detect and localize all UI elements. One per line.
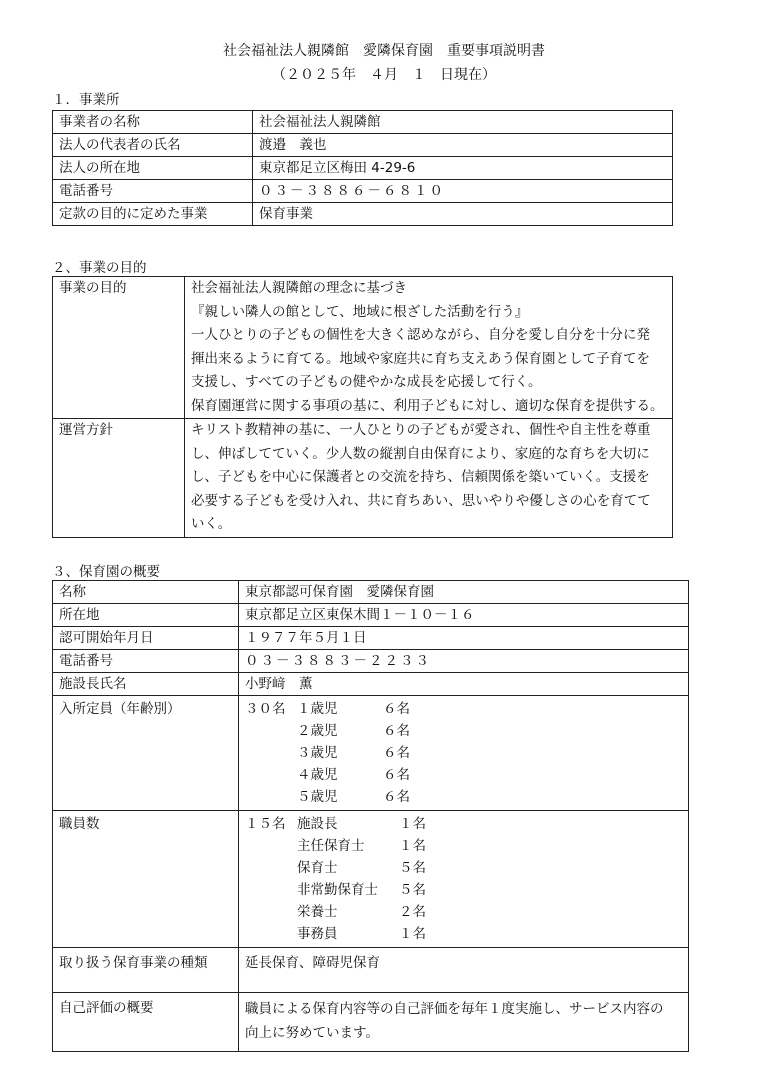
purpose-label: 事業の目的 xyxy=(53,277,185,419)
table-row xyxy=(53,581,689,604)
row-value: 小野﨑 薫 xyxy=(239,673,689,696)
capacity-count: ６名 xyxy=(383,723,410,739)
capacity-total: ３０名 xyxy=(245,701,286,717)
capacity-age: ５歳児 xyxy=(297,789,338,805)
text-line: し、子どもを中心に保護者との交流を持ち、信頼関係を築いていく。支援を xyxy=(191,469,650,485)
capacity-row xyxy=(245,764,682,786)
document-title: 社会福祉法人親隣館 愛隣保育園 重要事項説明書 xyxy=(223,43,545,59)
staff-role: 栄養士 xyxy=(297,904,338,920)
table-row xyxy=(53,604,689,627)
table-row xyxy=(53,811,689,948)
services-value: 延長保育、障碍児保育 xyxy=(239,948,689,993)
row-value: ０３－３８８６－６８１０ xyxy=(253,180,673,203)
text-line: 社会福祉法人親隣館の理念に基づき xyxy=(191,280,407,296)
staff-count: ２名 xyxy=(399,904,426,920)
row-value: 東京都認可保育園 愛隣保育園 xyxy=(239,581,689,604)
row-value: 渡邉 義也 xyxy=(253,134,673,157)
staff-role: 主任保育士 xyxy=(297,838,365,854)
capacity-age: ３歳児 xyxy=(297,745,338,761)
row-value: １９７７年５月１日 xyxy=(239,627,689,650)
document-title-block xyxy=(0,40,768,84)
text-line: キリスト教精神の基に、一人ひとりの子どもが愛され、個性や自主性を尊重 xyxy=(191,422,651,438)
text-line: 揮出来るように育てる。地域や家庭共に育ち支えあう保育園として子育てを xyxy=(191,350,650,367)
table-row xyxy=(53,627,689,650)
capacity-row xyxy=(245,698,682,720)
staff-row xyxy=(245,923,682,945)
section1-table xyxy=(52,110,673,226)
staff-row xyxy=(245,857,682,879)
staff-row xyxy=(245,835,682,857)
table-row xyxy=(53,111,673,134)
table-row xyxy=(53,277,673,419)
policy-text xyxy=(185,419,673,538)
row-value: ０３－３８８３－２２３３ xyxy=(239,650,689,673)
document-date: （２０２５年 ４月 １ 日現在） xyxy=(272,67,496,83)
capacity-age: １歳児 xyxy=(297,701,338,717)
capacity-row xyxy=(245,720,682,742)
table-row xyxy=(53,696,689,811)
row-label: 施設長氏名 xyxy=(53,673,239,696)
capacity-age: ２歳児 xyxy=(297,723,338,739)
staff-role: 施設長 xyxy=(297,816,338,832)
row-label: 事業者の名称 xyxy=(53,111,253,134)
row-label: 名称 xyxy=(53,581,239,604)
capacity-row xyxy=(245,742,682,764)
capacity-label: 入所定員（年齢別） xyxy=(53,696,239,811)
text-line: 『親しい隣人の館として、地域に根ざした活動を行う』 xyxy=(191,303,529,320)
table-row xyxy=(53,134,673,157)
staff-count: ５名 xyxy=(399,882,426,898)
table-row xyxy=(53,419,673,538)
policy-label: 運営方針 xyxy=(53,419,185,538)
staff-total: １５名 xyxy=(245,816,286,832)
capacity-count: ６名 xyxy=(383,789,410,805)
staff-role: 非常勤保育士 xyxy=(297,882,378,898)
staff-count: １名 xyxy=(399,816,426,832)
capacity-count: ６名 xyxy=(383,701,410,717)
row-label: 定款の目的に定めた事業 xyxy=(53,203,253,226)
text-line: いく。 xyxy=(191,516,232,532)
row-label: 法人の所在地 xyxy=(53,157,253,180)
table-row xyxy=(53,673,689,696)
capacity-cell xyxy=(239,696,689,811)
section3-table xyxy=(52,580,689,1052)
text-line: 必要する子どもを受け入れ、共に育ちあい、思いやりや優しさの心を育てて xyxy=(191,492,651,509)
services-label: 取り扱う保育事業の種類 xyxy=(53,948,239,993)
row-label: 認可開始年月日 xyxy=(53,627,239,650)
row-value: 保育事業 xyxy=(253,203,673,226)
staff-label: 職員数 xyxy=(53,811,239,948)
text-line: 職員による保育内容等の自己評価を毎年１度実施し、サービス内容の xyxy=(245,1001,664,1017)
staff-count: １名 xyxy=(399,926,426,942)
table-row xyxy=(53,203,673,226)
capacity-count: ６名 xyxy=(383,745,410,761)
row-label: 所在地 xyxy=(53,604,239,627)
row-value: 東京都足立区東保木間１－１０－１６ xyxy=(239,604,689,627)
section1-heading: １．事業所 xyxy=(52,92,120,108)
section2-heading: ２、事業の目的 xyxy=(52,260,147,276)
staff-count: １名 xyxy=(399,838,426,854)
staff-row xyxy=(245,901,682,923)
staff-cell xyxy=(239,811,689,948)
eval-label: 自己評価の概要 xyxy=(53,993,239,1052)
purpose-text xyxy=(185,277,673,419)
capacity-age: ４歳児 xyxy=(297,767,338,783)
row-value: 社会福祉法人親隣館 xyxy=(253,111,673,134)
section2-table xyxy=(52,276,673,538)
staff-row xyxy=(245,813,682,835)
table-row xyxy=(53,993,689,1052)
staff-count: ５名 xyxy=(399,860,426,876)
table-row xyxy=(53,650,689,673)
table-row xyxy=(53,157,673,180)
staff-role: 事務員 xyxy=(297,926,338,942)
row-label: 電話番号 xyxy=(53,180,253,203)
row-label: 電話番号 xyxy=(53,650,239,673)
table-row xyxy=(53,180,673,203)
staff-role: 保育士 xyxy=(297,860,338,876)
capacity-row xyxy=(245,786,682,808)
capacity-count: ６名 xyxy=(383,767,410,783)
text-line: 支援し、すべての子どもの健やかな成長を応援して行く。 xyxy=(191,374,542,390)
text-line: 一人ひとりの子どもの個性を大きく認めながら、自分を愛し自分を十分に発 xyxy=(191,327,650,343)
section3-heading: ３、保育園の概要 xyxy=(52,564,160,580)
text-line: し、伸ばしてていく。少人数の縦割自由保育により、家庭的な育ちを大切に xyxy=(191,445,650,462)
table-row xyxy=(53,948,689,993)
row-value: 東京都足立区梅田 4-29-6 xyxy=(253,157,673,180)
eval-text xyxy=(239,993,689,1052)
staff-row xyxy=(245,879,682,901)
text-line: 保育園運営に関する事項の基に、利用子どもに対し、適切な保育を提供する。 xyxy=(191,397,664,414)
text-line: 向上に努めています。 xyxy=(245,1025,379,1041)
row-label: 法人の代表者の氏名 xyxy=(53,134,253,157)
